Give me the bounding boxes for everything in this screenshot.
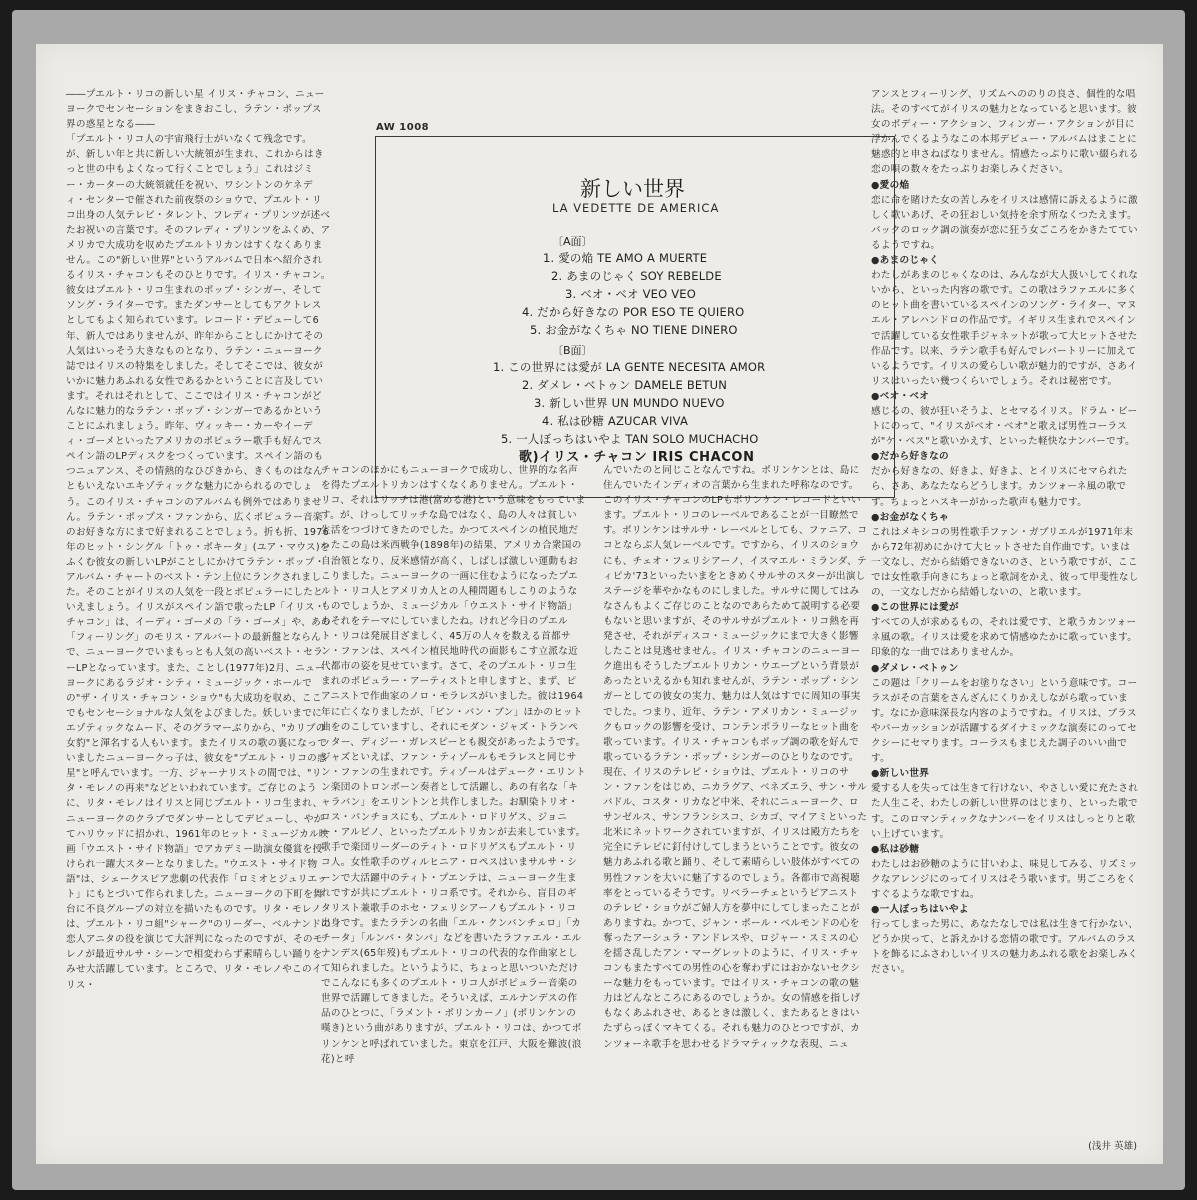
song-heading: ●愛の焔 — [871, 179, 910, 191]
song-description: 愛する人を失っては生きて行けない、やさしい愛に充たされた人生こそ、わたしの新しい世界のはじまり、といった歌です。このロマンティックなナンバーをイリスはしっとりと歌い上げています。 — [871, 783, 1139, 840]
side-a-heading: 〔A面〕 — [552, 235, 593, 248]
song-description: 行ってしまった男に、あなたなしでは私は生きて行かない、どうか戻って、と訴えかける恋情の歌です。アルバムのラストを飾るにふさわしいイリスの魅力あふれる歌をお楽しみください。 — [871, 919, 1139, 976]
liner-notes-column-1 — [66, 87, 331, 1162]
song-heading: ●ベオ・ベオ — [871, 390, 930, 402]
side-b-track: 2. ダメレ・ベトゥン DAMELE BETUN — [522, 378, 728, 392]
side-a-track: 3. ベオ・ベオ VEO VEO — [565, 287, 697, 301]
song-description: だから好きなの、好きよ、好きよ、とイリスにセマられたら、さあ、あなたならどうします。カンツォーネ風の歌です。ちょっとハスキーがかった歌声も魅力です。 — [871, 466, 1128, 508]
liner-notes-column-4 — [871, 87, 1139, 1155]
song-description: これはメキシコの男性歌手ファン・ガブリエルが1971年末から72年初めにかけて大ヒットさせた自作曲です。いまは一文なし、だから結婚できないのさ、という歌ですが、ここでは女性歌手向きにちょっと歌詞をかえ、彼って甲斐性なしの、一文なしだから結婚しないの、と歌います。 — [871, 526, 1139, 599]
song-description: この題は「クリームをお塗りなさい」という意味です。コーラスがその言葉をさんざんにくりかえしながら歌っています。なにか意味深長な内容のようですね。イリスは、ブラスやパーカッションが活躍するダイナミックな演奏にのってセクシーにセマります。コーラスもまじえた調子のいい曲です。 — [871, 677, 1138, 765]
liner-notes-column-2 — [321, 463, 586, 1157]
song-description: すべての人が求めるもの、それは愛です、と歌うカンツォーネ風の歌。イリスは愛を求めて情感ゆたかに歌っています。印象的な一曲ではありませんか。 — [871, 617, 1138, 659]
song-heading: ●だから好きなの — [871, 451, 949, 463]
column-2-text: チャコンのほかにもニューヨークで成功し、世界的な名声を得たプエルトリカンはすくなくありません。プエルト・リコ、それはリッチは港(富める港)という意味をもっています。が、けっしてリッチな島ではなく、島の人々は貧しい生活をつづけてきたのでした。かつてスペインの植民地だったこの島は米西戦争(1898年)の結果、アメリカ合衆国の自治領となり、反米感情が高く、しばしば激しい運動もおこりました。ニューヨークの一画に住むようになったプエルト・リコ人とアメリカ人との人種問題もしこりのようなものでしょうか、ミュージカル「ウエスト・サイド物語」もそれをテーマにしていましたね。けれど今日のプエルト・リコは発展目ざましく、45万の人々を数える首都サン・ファンは、スペイン植民地時代の面影もこす立派な近代都市の姿を見せています。さて、そのプエルト・リコ生まれのポピュラー・アーティストと申しますと、まず、ピアニストで作曲家のノロ・モラレスがいました。彼は1964年に亡くなりましたが、「ビン・バン・ブン」ほかのヒット曲をのこしていますし、それにモダン・ジャズ・トランペッター、ディジー・ガレスピーとも親交があったようです。ジャズといえば、ファン・ティゾールもモラレスと同じサン・ファンの生まれです。ティゾールはデューク・エリントン楽団のトロンボーン奏者として活躍し、あの有名な「キャラバン」をエリントンと共作しました。お馴染トリオ・ロス・パンチョスにも、プエルト・ロドリゲス、ジョニー・アルビノ、といったプエルトリカンが去来しています。歌手で楽団リーダーのティト・ロドリゲスもプエルト・リコ人。女性歌手のヴィルヒニア・ロペスはいまサルサ・シーンで大活躍中のティト・プエンテは、ニューヨーク生まれですが共にプエルト・リコ系です。それから、盲目のギタリスト兼歌手のホセ・フェリシアーノもプエルト・リコ出身です。またラテンの名曲「エル・クンバンチェロ」「カチータ」「ルンバ・タンバ」などを書いたラファエル・エルナンデス(65年歿)もプエルト・リコの代表的な作曲家として知られました。というように、ちょっと思いついただけでこんなにも多くのプエルト・リコ人がポピュラー音楽の世界で活躍してきました。そういえば、エルナンデスの作品のひとつに、「ラメント・ボリンカーノ」(ボリンケンの嘆き)という曲がありますが、プエルト・リコは、かつてボリンケンと呼ばれていました。東京を江戸、大阪を難波(浪花)と呼 — [321, 465, 586, 1065]
song-notes — [871, 178, 1139, 978]
singer-credit: 歌)イリス・チャコン IRIS CHACON — [519, 450, 755, 465]
song-heading: ●あまのじゃく — [871, 255, 940, 267]
song-heading: ●私は砂糖 — [871, 843, 920, 855]
liner-notes-sheet — [36, 44, 1163, 1164]
side-a-track: 4. だから好きなの POR ESO TE QUIERO — [522, 305, 745, 319]
song-heading: ●一人ぼっちはいやよ — [871, 904, 969, 916]
song-description: わたしがあまのじゃくなのは、みんなが大人扱いしてくれないから、といった内容の歌です。この歌はラファエルに多くのヒット曲を書いているスペインのソング・ライター、マヌエル・アレハンドロの作品です。イギリス生まれでスペインで活躍している女性歌手ジャネットが歌って大ヒットさせた作品です。以来、ラテン歌手も好んでレパートリーに加えているようです。イリスの愛らしい歌が魅力的ですが、さあイリスはいったい幾つくらいでしょう。それは秘密です。 — [871, 270, 1139, 387]
song-description: わたしはお砂糖のように甘いわよ、味見してみる、リズミックなアレンジにのってイリスはそう歌います。男ごころをくすぐるような歌ですね。 — [871, 858, 1138, 900]
side-a-track: 1. 愛の焔 TE AMO A MUERTE — [543, 251, 708, 265]
column-4-text: アンスとフィーリング、リズムへののりの良さ、個性的な唱法。そのすべてがイリスの魅力となっていると思います。彼女のボディー・アクション、フィンガー・アクションが目に浮かんでくるようなこの本邦デビュー・アルバムはまことに魅惑的と申さねばなりません。情感たっぷりに歌い綴られる恋の唄の数々をたっぷりお楽しみください。 — [871, 89, 1139, 176]
liner-notes-column-3 — [603, 463, 868, 1157]
side-b-track: 4. 私は砂糖 AZUCAR VIVA — [542, 414, 689, 428]
tracklist-box — [375, 136, 895, 498]
side-b-track: 5. 一人ぼっちはいやよ TAN SOLO MUCHACHO — [501, 432, 759, 446]
column-1-text: 「プエルト・リコ人の宇宙飛行士がいなくて残念です。が、新しい年と共に新しい大統領が生まれ、これからはきっと世の中もよくなって行くことでしょう」これはジミー・カーターの大統領就任を祝い、ワシントンのケネディ・センターで催された前夜祭のショウで、プエルト・リコ出身の人気テレビ・タレント、フレディ・プリンツが述べたお祝いの言葉です。そのフレディ・プリンツをふくめ、アメリカで大成功を収めたプエルトリカンはすくなくありません。この"新しい世界"というアルバムで日本へ紹介されるイリス・チャコンもそのひとりです。イリス・チャコン。彼女はプエルト・リコ生まれのポップ・シンガー、そしてソング・ライターです。またダンサーとしてもアクトレスとしてもよく知られています。レコード・デビューして6年、新人ではありませんが、昨年からことしにかけてその人気はいっそう大きなものとなり、ラテン・ニューヨーク誌ではイリスの特集をしました。そしてそこでは、彼女がいかに魅力あふれる女性であるかということに言及しています。それはそれとして、ここではイリス・チャコンがどんなに魅力的なラテン・ポップ・シンガーであるかということにふれましょう。昨年、ヴィッキー・カーやイーディ・ゴーメといったアメリカのポピュラー歌手も好んでスペイン語のLPディスクをつくっています。スペイン語のもつニュアンス、その情熱的なひびきから、きくものはなんともいえないエキゾティックな魅力にかられるのでしょう。このイリス・チャコンのアルバムも例外ではありません。ラテン・ポップス・ファンから、広くポピュラー音楽のお好きな方にまで好まれることでしょう。折も折、1976年のヒット・シングル「トゥ・ボキータ」(ユア・マウス)をふくむ彼女の新しいLPがことしにかけてラテン・ポップ・アルバム・チャートのベスト・テン上位にランクされました。そのことがイリスの人気を一段とポピュラーにしたといえましょう。イリスがスペイン語で歌ったLP「イリス・チャコン」は、イーディ・ゴーメの「ラ・ゴーメ」や、あの「フィーリング」のモリス・アルバートの最新盤とならんで、ニューヨークでいまもっとも人気の高いベスト・セラーLPとなっています。また、ことし(1977年)2月、ニューヨークにあるラジオ・シティ・ミュージック・ホールでの"ザ・イリス・チャコン・ショウ"も大成功を収め、ここでもセンセーショナルな人気をよびました。妖しいまでにエゾティックなムード、そのグラマーぶりから、"カリブの女豹"と渾名する人もいます。またイリスの歌の裏になっていましたニューヨークっ子は、彼女を"プエルト・リコの惑星"と呼んでいます。一方、ジャーナリストの間では、"リタ・モレノの再来"などといわれています。ご存じのように、リタ・モレノはイリスと同じプエルト・リコ生まれ、ニューヨークのクラブでダンサーとしてデビューし、やがてハリウッドに招かれ、1961年のヒット・ミュージカル映画「ウエスト・サイド物語」でアカデミー助演女優賞を授けられ一躍大スターとなりました。"ウエスト・サイド物語"は、シェークスピア悲劇の代表作「ロミオとジュリエット」にもとづいて作られました。ニューヨークの下町を舞台に不良グループの対立を描いたものです。リタ・モレノは、プエルト・リコ組"シャーク"のリーダー、ベルナンドの恋人アニタの役を演じて大評判になったのですが、そのモレノが最近サルサ・シーンで相変わらず素晴らしい踊りをみせ大活躍しています。ところで、リタ・モレノやこのイリス・ — [66, 134, 331, 991]
side-b-track: 1. この世界には愛が LA GENTE NECESITA AMOR — [493, 360, 766, 374]
side-a-track: 2. あまのじゃく SOY REBELDE — [551, 269, 722, 283]
song-heading: ●ダメレ・ベトゥン — [871, 662, 959, 674]
intro-headline: ――プエルト・リコの新しい星 イリス・チャコン、ニューヨークでセンセーションをまきおこし、ラテン・ポップス界の惑星となる―― — [66, 89, 325, 131]
catalog-number: AW 1008 — [376, 122, 430, 133]
side-b-track: 3. 新しい世界 UN MUNDO NUEVO — [534, 396, 725, 410]
side-b-heading: 〔B面〕 — [552, 344, 593, 357]
song-heading: ●この世界には愛が — [871, 602, 959, 614]
song-heading: ●お金がなくちゃ — [871, 511, 949, 523]
album-title-jp: 新しい世界 — [580, 177, 685, 201]
song-heading: ●新しい世界 — [871, 768, 930, 780]
song-description: 恋に命を賭けた女の苦しみをイリスは感情に訴えるように激しく歌いあげ、その狂おしい気持を余す所なくつたえます。バックのロック調の演奏が恋に狂う女ごころをかきたてているようですね。 — [871, 194, 1138, 251]
song-description: 感じるの、彼が狂いそうよ、とセマるイリス。ドラム・ビートにのって、"イリスがベオ・ベオ"と歌えば男性コーラスが"ケ・ベス"と歌いかえす、といった軽快なナンバーです。 — [871, 405, 1138, 448]
side-a-track: 5. お金がなくちゃ NO TIENE DINERO — [530, 323, 738, 337]
writer-credit: (浅井 英雄) — [1088, 1141, 1137, 1152]
album-title-en: LA VEDETTE DE AMERICA — [552, 201, 720, 215]
column-3-text: んでいたのと同じことなんですね。ボリンケンとは、島に住んでいたインディオの言葉から生まれた呼称なのです。このイリス・チャコンのLPもボリンケン・レコードといいます。プエルト・リコのレーベルであることが一目瞭然です。ボリンケンはサルサ・レーベルとしても、ファニア、ココとならぶ人気レーベルです。ですから、イリスのショウにも、チェオ・フェリシアーノ、イスマエル・ミランダ、ティピカ'73といったいまをときめくサルサのスターが出演しステージを華やかなものにしました。サルサに関してはみなさんもよくご存じのことなのであらためて説明する必要もないと思いますが、そのサルサがプエルト・リコ熱を再発させ、それがディスコ・ミュージックにまで大きく影響したことは見逃せません。イリス・チャコンのニューヨーク進出もそうしたプエルトリカン・ウエーブという背景があったといえるかも知れませんが、ラテン・ポップ・シンガーとしての彼女の実力、魅力は人気はすでに周知の事実でした。つまり、近年、ラテン・アメリカン・ミュージックもロックの影響を受け、コンテンポラリーなヒット曲を歌っています。イリス・チャコンもポップ調の歌を好んで歌っているラテン・ポップ・シンガーのひとりなのです。現在、イリスのテレビ・ショウは、プエルト・リコのサン・ファンをはじめ、ニカラグア、ベネズエラ、サン・サルバドル、コスタ・リカなど中米、それにニューヨーク、ロサンゼルス、サンフランシスコ、シカゴ、マイアミといった北米にネットワークされていますが、イリスは殿方たちを完全にテレビに釘付けしてしまうということです。彼女の魅力あふれる歌と踊り、そして素晴らしい肢体がすべての男性ファンを大いに魅了するのでしょう。各都市で高視聴率をとっているそうです。リベラーチェというピアニストのテレビ・ショウがご婦人方を夢中にしてしまったことがありますね。かつて、ジャン・ポール・ベルモンドの心を奪ったアーシュラ・アンドレスや、ロジャー・スミスの心を揺さ乱したアン・マーグレットのように、イリス・チャコンもまたすべての男性の心を奪わずにはおかないセクシーな魅力をもっています。ではイリス・チャコンの歌の魅力はどんなところにあるのでしょうか。女の情感を指しげもなくあふれさせ、あるときは激しく、またあるときはいたずらっぽくマキてくる。それも魅力のひとつですが、カンツォーネ歌手を思わせるドラマティックな表現、ニュ — [603, 465, 868, 1050]
